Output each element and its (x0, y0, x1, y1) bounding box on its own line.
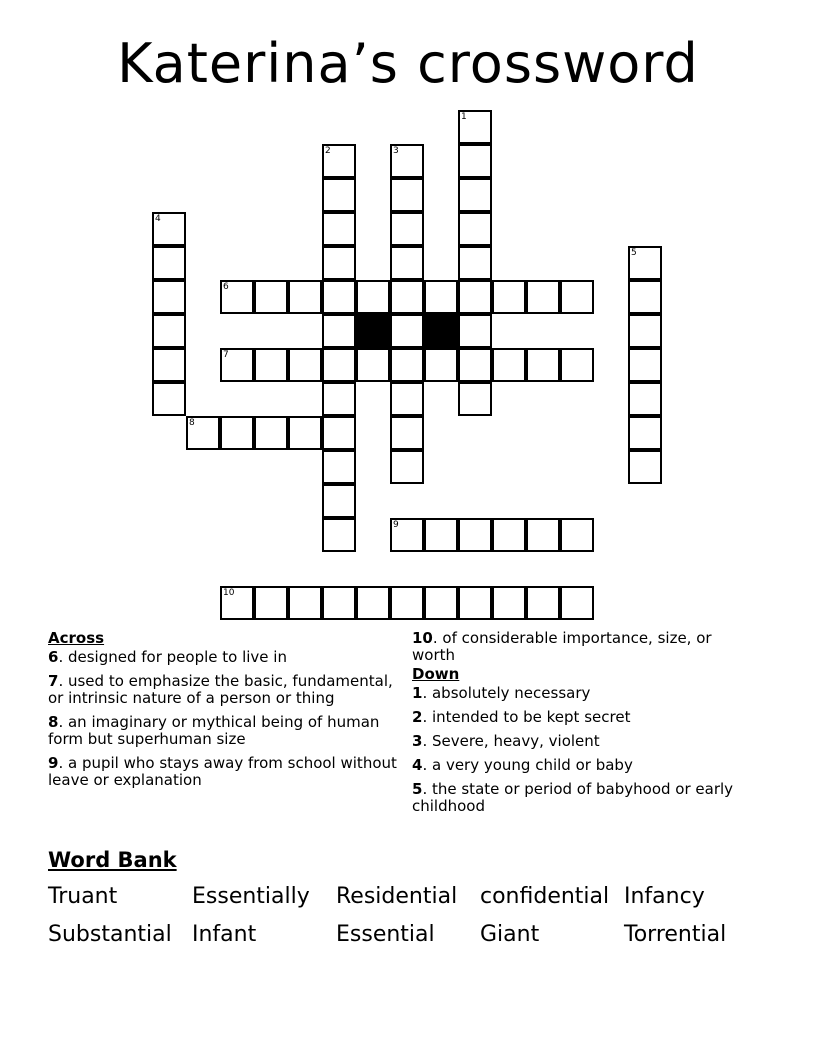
grid-cell[interactable] (322, 178, 356, 212)
word-bank-item: confidential (480, 884, 610, 909)
word-bank-item: Infant (192, 922, 257, 947)
cell-number: 9 (393, 520, 399, 530)
grid-cell[interactable] (390, 246, 424, 280)
grid-cell[interactable] (526, 518, 560, 552)
cell-number: 8 (189, 418, 195, 428)
grid-cell[interactable] (424, 280, 458, 314)
grid-cell[interactable] (322, 484, 356, 518)
grid-cell[interactable] (560, 586, 594, 620)
cell-number: 10 (223, 588, 235, 598)
clue-number: 8 (48, 713, 59, 731)
grid-cell[interactable] (356, 586, 390, 620)
grid-cell[interactable] (560, 518, 594, 552)
word-bank-item: Giant (480, 922, 540, 947)
grid-cell[interactable] (560, 280, 594, 314)
grid-cell[interactable] (390, 212, 424, 246)
grid-cell[interactable] (220, 586, 254, 620)
grid-cell[interactable] (254, 416, 288, 450)
clue-number: 7 (48, 672, 59, 690)
grid-cell[interactable] (322, 586, 356, 620)
grid-cell[interactable] (628, 246, 662, 280)
grid-cell[interactable] (390, 518, 424, 552)
clue-number: 10 (412, 629, 433, 647)
clue-number: 9 (48, 754, 59, 772)
grid-cell[interactable] (288, 416, 322, 450)
grid-cell[interactable] (458, 110, 492, 144)
word-bank-item: Torrential (624, 922, 727, 947)
grid-cell[interactable] (390, 450, 424, 484)
word-bank-list (48, 882, 768, 950)
grid-cell[interactable] (492, 586, 526, 620)
clue-across-10: 10. of considerable importance, size, or worth (412, 629, 712, 664)
grid-cell[interactable] (458, 280, 492, 314)
grid-cell[interactable] (288, 348, 322, 382)
grid-cell[interactable] (492, 518, 526, 552)
word-bank-item: Infancy (624, 884, 705, 909)
grid-cell[interactable] (492, 280, 526, 314)
clue-number: 5 (412, 780, 423, 798)
clue-text: of considerable importance, size, or worth (412, 629, 712, 664)
grid-cell[interactable] (152, 348, 186, 382)
cell-number: 6 (223, 282, 229, 292)
clue-number: 3 (412, 732, 423, 750)
clue-number: 1 (412, 684, 423, 702)
clue-text: used to emphasize the basic, fundamental, or intrinsic nature of a person or thing (48, 672, 393, 707)
word-bank (48, 846, 768, 950)
grid-cell[interactable] (220, 280, 254, 314)
grid-cell[interactable] (560, 348, 594, 382)
word-bank-item: Substantial (48, 922, 172, 947)
clue-text: absolutely necessary (431, 684, 591, 702)
grid-cell[interactable] (322, 246, 356, 280)
grid-cell[interactable] (152, 280, 186, 314)
word-bank-item: Essentially (192, 884, 310, 909)
grid-cell[interactable] (322, 314, 356, 348)
grid-cell[interactable] (390, 586, 424, 620)
cell-number: 4 (155, 214, 161, 224)
grid-cell[interactable] (322, 450, 356, 484)
grid-cell[interactable] (356, 348, 390, 382)
grid-cell[interactable] (322, 416, 356, 450)
clue-text: intended to be kept secret (431, 708, 631, 726)
clue-text: designed for people to live in (67, 648, 287, 666)
grid-cell[interactable] (322, 212, 356, 246)
cell-number: 3 (393, 146, 399, 156)
grid-cell[interactable] (254, 280, 288, 314)
grid-cell[interactable] (628, 450, 662, 484)
grid-cell[interactable] (458, 518, 492, 552)
grid-cell[interactable] (390, 144, 424, 178)
cell-number: 2 (325, 146, 331, 156)
clue-across-6: 6. designed for people to live in (48, 648, 287, 666)
grid-cell[interactable] (628, 348, 662, 382)
clue-text: a pupil who stays away from school without leave or explanation (48, 754, 397, 789)
grid-cell[interactable] (220, 416, 254, 450)
grid-cell[interactable] (390, 382, 424, 416)
across-heading: Across (48, 629, 105, 647)
grid-cell[interactable] (492, 348, 526, 382)
grid-cell[interactable] (424, 586, 458, 620)
grid-cell[interactable] (458, 246, 492, 280)
clue-down-2: 2. intended to be kept secret (412, 708, 631, 726)
word-bank-item: Residential (336, 884, 458, 909)
grid-cell[interactable] (628, 416, 662, 450)
grid-cell[interactable] (186, 416, 220, 450)
word-bank-item: Truant (48, 884, 118, 909)
grid-cell[interactable] (458, 314, 492, 348)
clue-down-5: 5. the state or period of babyhood or early childhood (412, 780, 734, 815)
word-bank-item: Essential (336, 922, 435, 947)
clue-across-9: 9. a pupil who stays away from school without leave or explanation (48, 754, 397, 789)
grid-cell[interactable] (458, 348, 492, 382)
grid-cell[interactable] (390, 280, 424, 314)
clue-down-3: 3. Severe, heavy, violent (412, 732, 600, 750)
grid-cell[interactable] (288, 586, 322, 620)
down-heading: Down (412, 665, 460, 683)
grid-cell[interactable] (356, 280, 390, 314)
grid-cell[interactable] (628, 314, 662, 348)
grid-cell[interactable] (322, 348, 356, 382)
clue-down-4: 4. a very young child or baby (412, 756, 633, 774)
clue-across-7: 7. used to emphasize the basic, fundamental, or intrinsic nature of a person or thing (48, 672, 393, 707)
grid-cell[interactable] (526, 348, 560, 382)
grid-cell[interactable] (152, 246, 186, 280)
grid-cell[interactable] (628, 280, 662, 314)
clue-text: the state or period of babyhood or early childhood (412, 780, 734, 815)
grid-cell[interactable] (390, 314, 424, 348)
clues-right-column (412, 630, 752, 822)
grid-cell[interactable] (390, 416, 424, 450)
page-title: Katerina’s crossword (117, 32, 699, 95)
cell-number: 5 (631, 248, 637, 258)
grid-cell[interactable] (254, 586, 288, 620)
grid-cell[interactable] (322, 144, 356, 178)
clue-down-1: 1. absolutely necessary (412, 684, 591, 702)
grid-cell[interactable] (322, 518, 356, 552)
word-bank-title: Word Bank (48, 848, 177, 872)
grid-cell[interactable] (526, 280, 560, 314)
grid-cell[interactable] (288, 280, 322, 314)
grid-cell[interactable] (526, 586, 560, 620)
clue-number: 2 (412, 708, 423, 726)
grid-cell[interactable] (458, 586, 492, 620)
clue-across-8: 8. an imaginary or mythical being of human form but superhuman size (48, 713, 380, 748)
cell-number: 1 (461, 112, 467, 122)
grid-cell[interactable] (424, 518, 458, 552)
grid-cell[interactable] (424, 348, 458, 382)
grid-cell[interactable] (458, 178, 492, 212)
clue-number: 6 (48, 648, 59, 666)
grid-cell[interactable] (254, 348, 288, 382)
clue-text: a very young child or baby (431, 756, 633, 774)
clues-left-column (48, 630, 403, 796)
grid-cell[interactable] (152, 314, 186, 348)
clue-number: 4 (412, 756, 423, 774)
grid-cell[interactable] (458, 212, 492, 246)
grid-cell-shaded (424, 314, 458, 348)
grid-cell[interactable] (458, 144, 492, 178)
cell-number: 7 (223, 350, 229, 360)
clue-text: an imaginary or mythical being of human form but superhuman size (48, 713, 380, 748)
grid-cell[interactable] (322, 382, 356, 416)
grid-cell[interactable] (152, 212, 186, 246)
grid-cell[interactable] (390, 348, 424, 382)
grid-cell[interactable] (390, 178, 424, 212)
grid-cell[interactable] (628, 382, 662, 416)
grid-cell[interactable] (458, 382, 492, 416)
grid-cell[interactable] (220, 348, 254, 382)
grid-cell-shaded (356, 314, 390, 348)
clue-text: Severe, heavy, violent (431, 732, 600, 750)
grid-cell[interactable] (152, 382, 186, 416)
grid-cell[interactable] (322, 280, 356, 314)
